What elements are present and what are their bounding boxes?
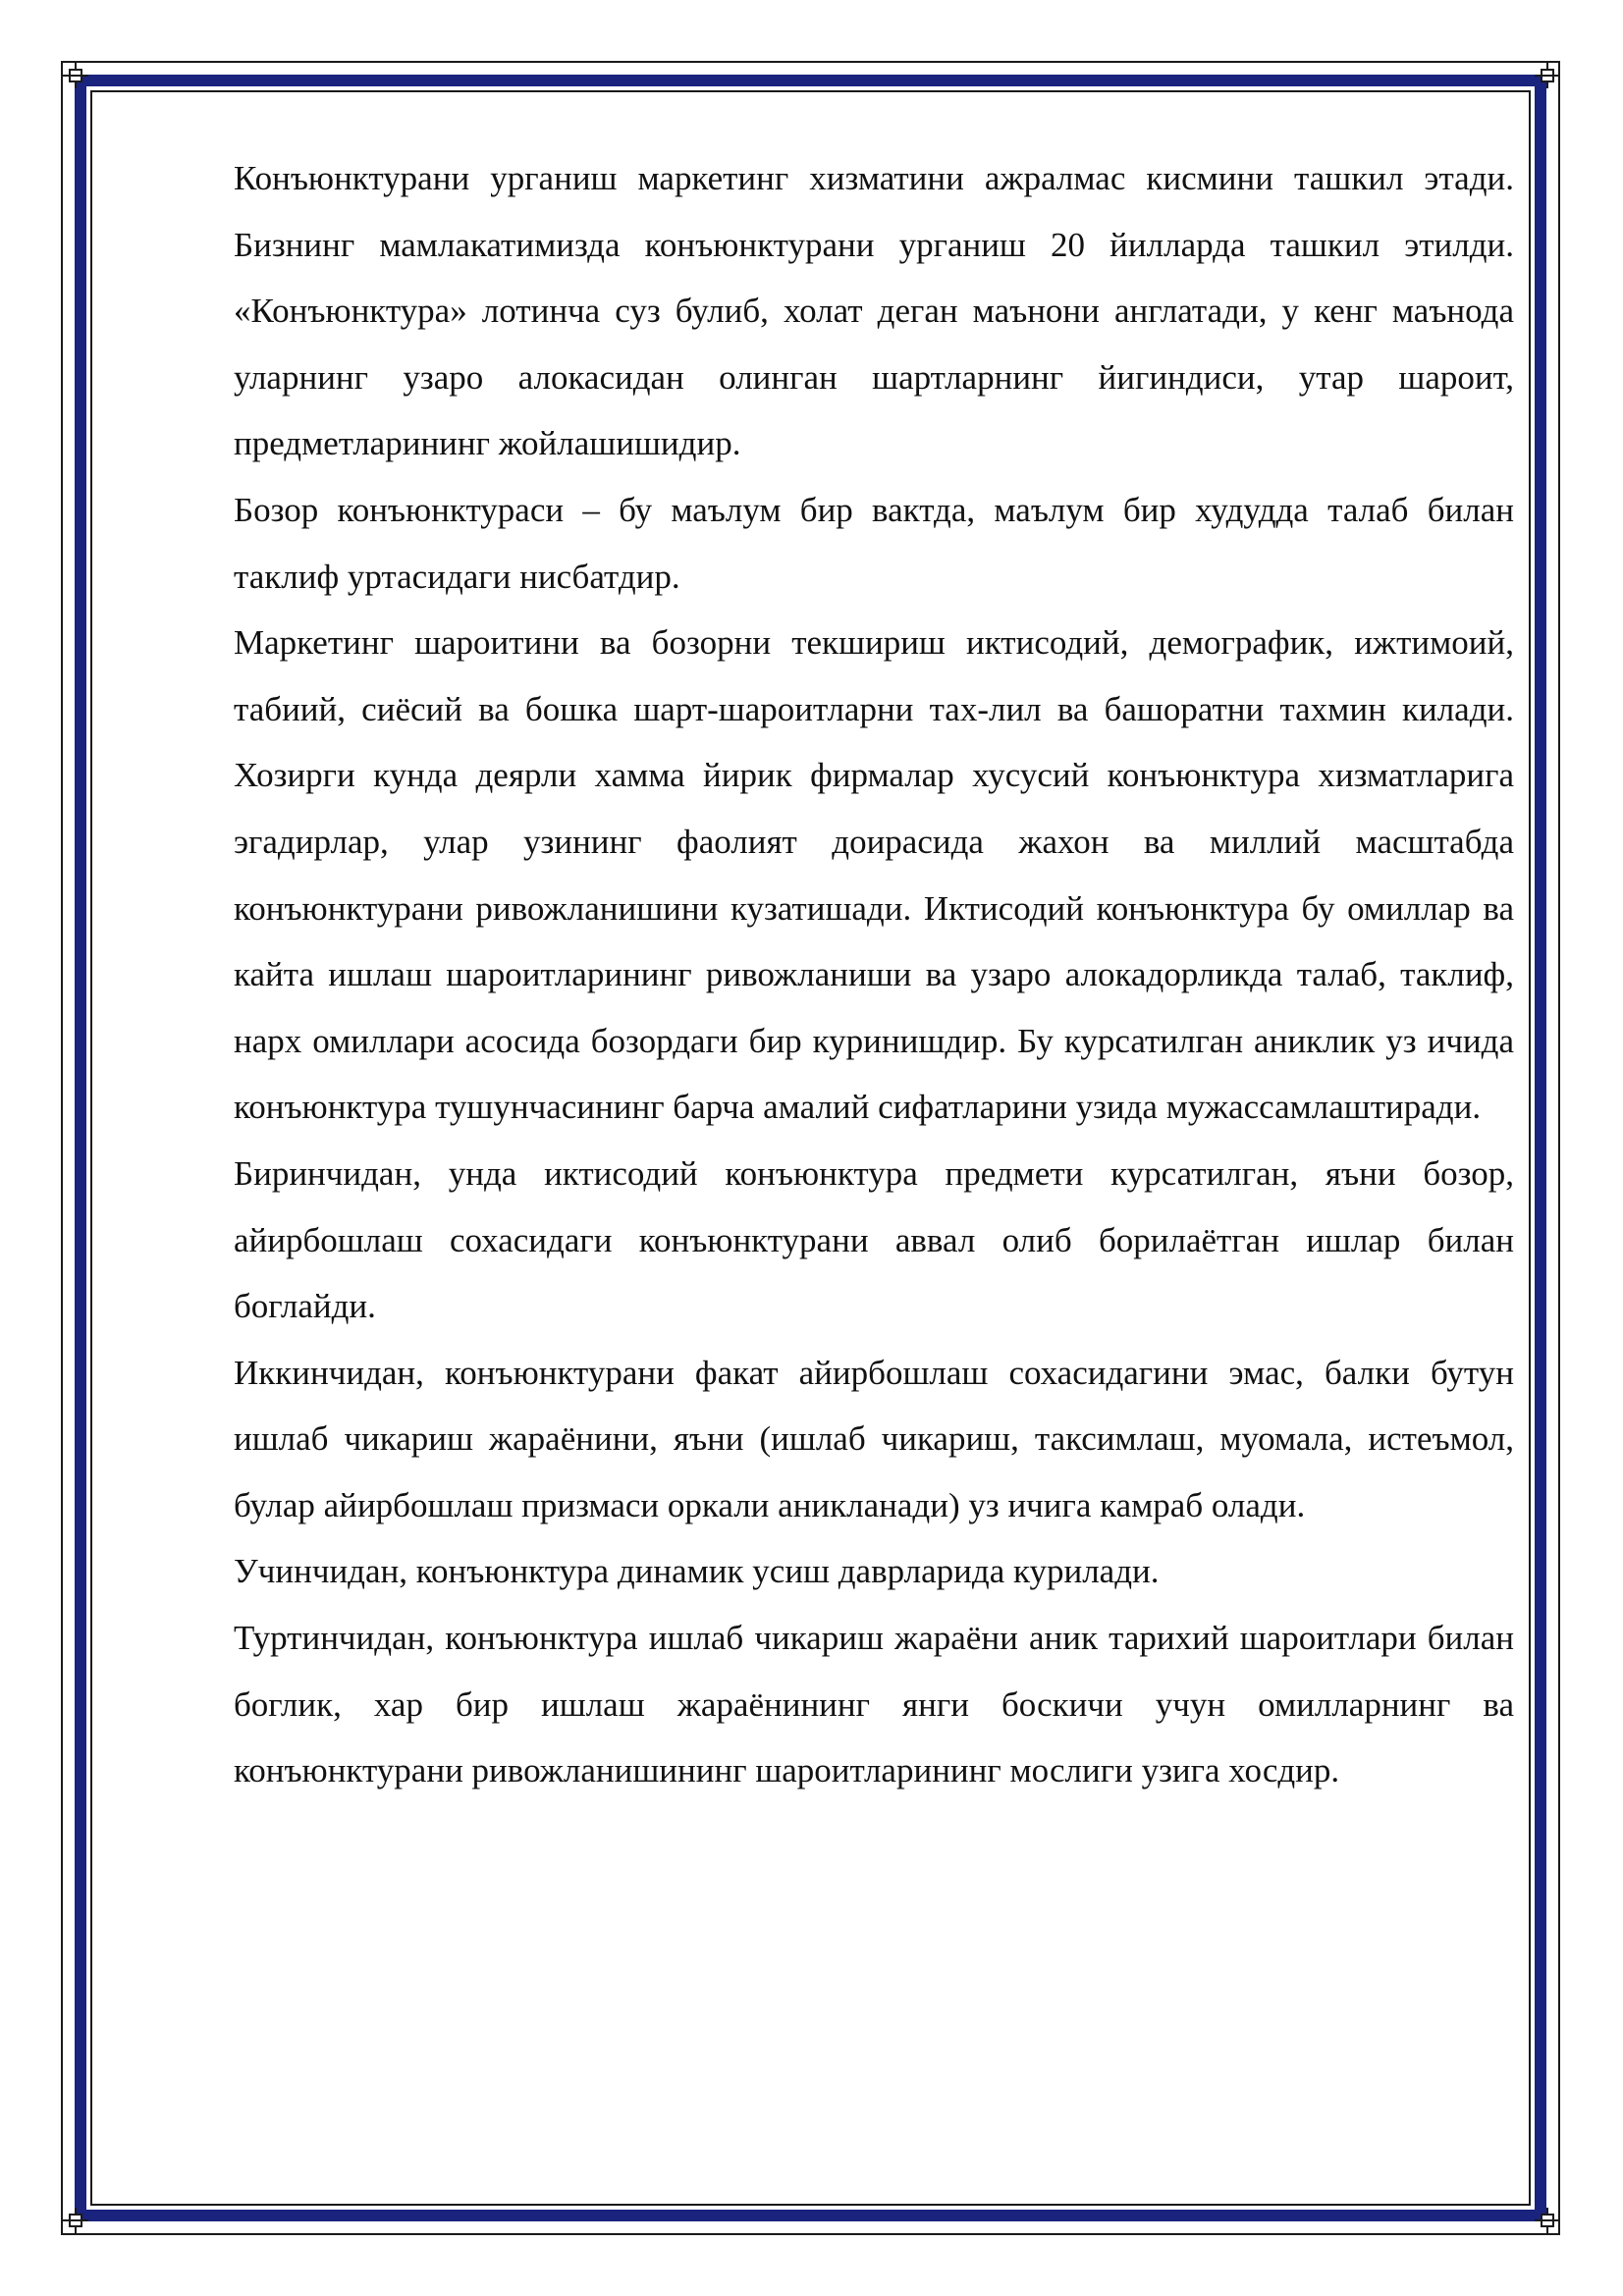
corner-ornament-bottom-right [1535,2208,1560,2233]
paragraph: Биринчидан, унда иктисодий конъюнктура предмети курсатилган, яъни бозор, айирбошлаш сохасидаги конъюнктурани аввал олиб борилаётган ишлар билан боглайди. [234,1153,1514,1326]
paragraph: Туртинчидан, конъюнктура ишлаб чикариш жараёни аник тарихий шароитлари билан боглик, хар бир ишлаш жараёнининг янги боскичи учун омилларнинг ва конъюнктурани ривожланишининг шароитларининг мослиги узига хосдир. [234,1619,1514,1790]
corner-ornament-bottom-left [63,2208,88,2233]
document-body [234,145,1514,1804]
paragraph: Бозор конъюнктураси – бу маълум бир вактда, маълум бир худудда талаб билан таклиф уртасидаги нисбатдир. [234,490,1514,596]
paragraph: Маркетинг шароитини ва бозорни текшириш иктисодий, демографик, ижтимоий, табиий, сиёсий ва бошка шарт-шароитларни тах-лил ва башоратни тахмин килади. Хозирги кунда деярли хамма йирик фирмалар хусусий конъюнктура хизматларига эгадирлар, улар узининг фаолият доирасида жахон ва миллий масштабда конъюнктурани ривожланишини кузатишади. Иктисодий конъюнктура бу омиллар ва кайта ишлаш шароитларининг ривожланиши ва узаро алокадорликда талаб, таклиф, нарх омиллари асосида бозордаги бир куринишдир. Бу курсатилган аниклик уз ичида конъюнктура тушунчасининг барча амалий сифатларини узида мужассамлаштиради. [234,623,1514,1127]
paragraph: Учинчидан, конъюнктура динамик усиш даврларида курилади. [234,1552,1160,1591]
paragraph: Конъюнктурани урганиш маркетинг хизматини ажралмас кисмини ташкил этади. Бизнинг мамлакатимизда конъюнктурани урганиш 20 йилларда ташкил этилди. «Конъюнктура» лотинча суз булиб, холат деган маънони англатади, у кенг маънода уларнинг узаро алокасидан олинган шартларнинг йигиндиси, утар шароит, предметларининг жойлашишидир. [234,159,1514,463]
corner-ornament-top-right [1535,63,1560,88]
corner-ornament-top-left [63,63,88,88]
paragraph: Иккинчидан, конъюнктурани факат айирбошлаш сохасидагини эмас, балки бутун ишлаб чикариш жараёнини, яъни (ишлаб чикариш, таксимлаш, муомала, истеъмол, булар айирбошлаш призмаси оркали аникланади) уз ичига камраб олади. [234,1353,1514,1524]
